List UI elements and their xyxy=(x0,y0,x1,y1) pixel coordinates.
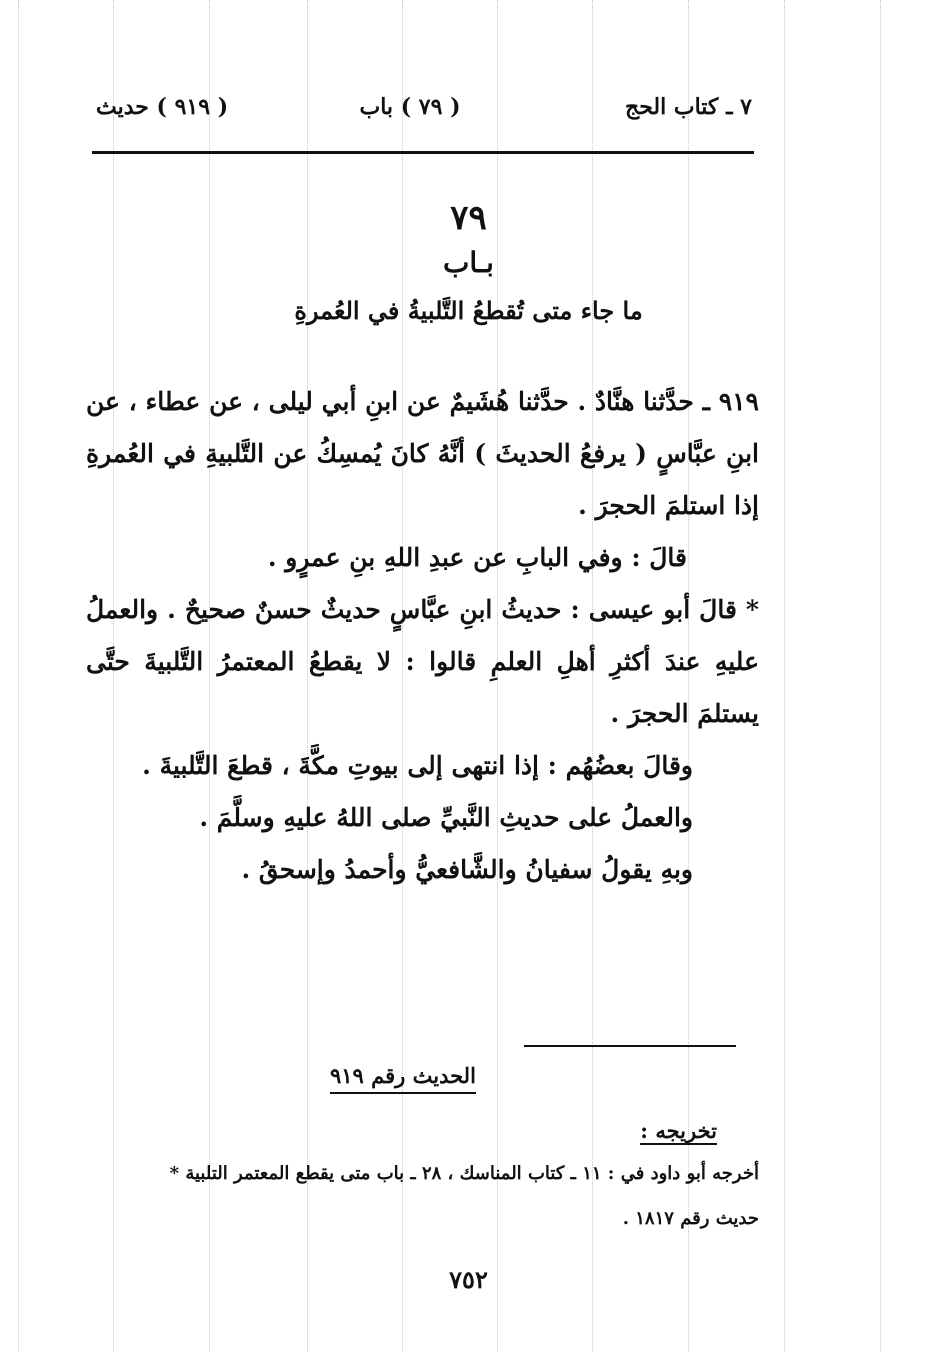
chapter-number: ٧٩ xyxy=(450,198,487,238)
hadith-paragraph: ٩١٩ ـ حدَّثنا هنَّادٌ . حدَّثنا هُشَيمٌ عن ابنِ أبي ليلى ، عن عطاء ، عن ابنِ عبَّاسٍ ( يرفعُ الحديثَ ) أنَّهُ كانَ يُمسِكُ عن التَّلبيةِ في العُمرةِ إذا استلمَ الحجرَ . xyxy=(86,387,759,520)
main-text xyxy=(86,376,759,896)
header-rule xyxy=(92,151,754,154)
footnote-takhrij-line: أخرجه أبو داود في : ١١ ـ كتاب المناسك ، ٢٨ ـ باب متى يقطع المعتمر التلبية * xyxy=(169,1163,759,1184)
scholars-paragraph: وبهِ يقولُ سفيانُ والشَّافعيُّ وأحمدُ وإسحقُ . xyxy=(241,855,693,884)
footnote-hadith-reference: الحديث رقم ٩١٩ xyxy=(330,1063,476,1094)
bab-note-paragraph: قالَ : وفي البابِ عن عبدِ اللهِ بنِ عمرٍو . xyxy=(267,543,687,572)
running-header-chapter: ( ٧٩ ) باب xyxy=(359,94,461,120)
opinion-paragraph: وقالَ بعضُهُم : إذا انتهى إلى بيوتِ مكَّةَ ، قطعَ التَّلبيةَ . xyxy=(142,751,693,780)
running-header-book: ٧ ـ كتاب الحج xyxy=(625,94,752,120)
commentary-paragraph: * قالَ أبو عيسى : حديثُ ابنِ عبَّاسٍ حديثٌ حسنٌ صحيحٌ . والعملُ عليهِ عندَ أكثرِ أهلِ العلمِ قالوا : لا يقطعُ المعتمرُ التَّلبيةَ حتَّى يستلمَ الحجرَ . xyxy=(86,595,759,728)
page-number: ٧٥٢ xyxy=(449,1265,488,1294)
chapter-title: ما جاء متى تُقطعُ التَّلبيةُ في العُمرةِ xyxy=(294,296,643,325)
chapter-heading: بـاب xyxy=(443,246,494,279)
footnote-takhrij-label: تخريجه : xyxy=(640,1118,717,1143)
running-header-hadith: ( ٩١٩ ) حديث xyxy=(96,94,229,120)
footnote-separator xyxy=(524,1045,736,1047)
footnote-takhrij-line: حديث رقم ١٨١٧ . xyxy=(622,1208,759,1229)
practice-paragraph: والعملُ على حديثِ النَّبيِّ صلى اللهُ عليهِ وسلَّمَ . xyxy=(199,803,693,832)
